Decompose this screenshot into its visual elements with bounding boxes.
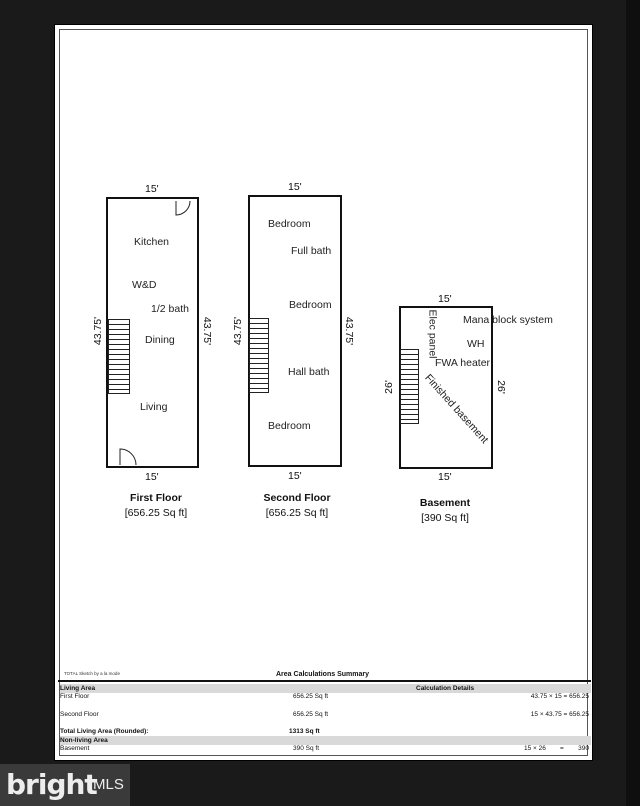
second-floor-caption bbox=[242, 492, 352, 519]
room-label: Finished basement bbox=[422, 372, 491, 446]
second-floor-right-dim: 43.75' bbox=[343, 316, 355, 346]
room-label: WH bbox=[467, 338, 485, 350]
total-row bbox=[60, 727, 591, 736]
door-swing-icon bbox=[120, 449, 136, 465]
living-area-header: Living Area bbox=[60, 685, 96, 692]
row-area: 656.25 Sq ft bbox=[293, 693, 329, 700]
room-label: Bedroom bbox=[268, 420, 311, 432]
room-label: Full bath bbox=[291, 245, 332, 257]
stairs-icon bbox=[400, 349, 419, 424]
row-calc: 15 × 26 bbox=[524, 745, 546, 752]
watermark-brand: bright bbox=[6, 768, 97, 801]
floor-area: [656.25 Sq ft] bbox=[124, 507, 188, 519]
watermark-suffix: MLS bbox=[93, 776, 124, 793]
room-label: Living bbox=[140, 401, 168, 413]
table-row bbox=[60, 744, 591, 753]
row-area: 656.25 Sq ft bbox=[293, 711, 329, 718]
brightmls-watermark bbox=[0, 764, 130, 806]
right-edge bbox=[626, 0, 640, 806]
second-floor-left-dim: 43.75' bbox=[232, 316, 244, 346]
row-area: 390 Sq ft bbox=[293, 745, 320, 752]
basement-bottom-dim: 15' bbox=[438, 471, 452, 483]
stairs-icon bbox=[249, 318, 269, 393]
basement-caption bbox=[390, 497, 500, 524]
table-row bbox=[60, 692, 591, 701]
non-living-header: Non-living Area bbox=[60, 737, 108, 744]
basement-left-dim: 26' bbox=[383, 380, 395, 394]
floor-name: Basement bbox=[419, 497, 471, 509]
basement-top-dim: 15' bbox=[438, 293, 452, 305]
table-row bbox=[60, 710, 591, 719]
second-floor-top-dim: 15' bbox=[288, 181, 302, 193]
total-label: Total Living Area (Rounded): bbox=[60, 728, 149, 735]
row-eq: = bbox=[560, 745, 564, 752]
room-label: 1/2 bath bbox=[151, 303, 189, 315]
row-calc: 43.75 × 15 = 656.25 bbox=[530, 693, 589, 700]
sketch-credit: TOTAL Sketch by a la mode bbox=[64, 671, 120, 676]
basement-right-dim: 26' bbox=[495, 380, 507, 394]
first-floor-right-dim: 43.75' bbox=[201, 316, 213, 346]
row-name: Basement bbox=[60, 745, 90, 752]
total-value: 1313 Sq ft bbox=[289, 728, 320, 735]
room-label: Kitchen bbox=[134, 236, 170, 248]
floor-area: [390 Sq ft] bbox=[421, 512, 469, 524]
row-calc: 15 × 43.75 = 656.25 bbox=[530, 711, 589, 718]
door-swing-icon bbox=[176, 201, 190, 215]
room-label: Hall bath bbox=[288, 366, 330, 378]
first-floor-top-dim: 15' bbox=[145, 183, 159, 195]
floor-area: [656.25 Sq ft] bbox=[265, 507, 329, 519]
floor-name: First Floor bbox=[130, 492, 182, 504]
stairs-icon bbox=[108, 319, 130, 394]
row-name: First Floor bbox=[60, 693, 90, 700]
row-name: Second Floor bbox=[60, 711, 99, 718]
room-label: Elec panel bbox=[426, 309, 439, 359]
first-floor-caption bbox=[101, 492, 211, 519]
room-label: Bedroom bbox=[289, 299, 332, 311]
second-floor-bottom-dim: 15' bbox=[288, 470, 302, 482]
first-floor-bottom-dim: 15' bbox=[145, 471, 159, 483]
first-floor-left-dim: 43.75' bbox=[92, 316, 104, 346]
summary-title: Area Calculations Summary bbox=[276, 671, 369, 678]
room-label: Bedroom bbox=[268, 218, 311, 230]
area-summary-table bbox=[60, 681, 591, 757]
row-result: 390 bbox=[578, 745, 589, 752]
room-label: FWA heater bbox=[435, 357, 491, 369]
room-label: Mana block system bbox=[463, 314, 553, 326]
floor-name: Second Floor bbox=[263, 492, 331, 504]
calc-details-header: Calculation Details bbox=[416, 685, 475, 692]
room-label: W&D bbox=[132, 279, 157, 291]
room-label: Dining bbox=[145, 334, 175, 346]
